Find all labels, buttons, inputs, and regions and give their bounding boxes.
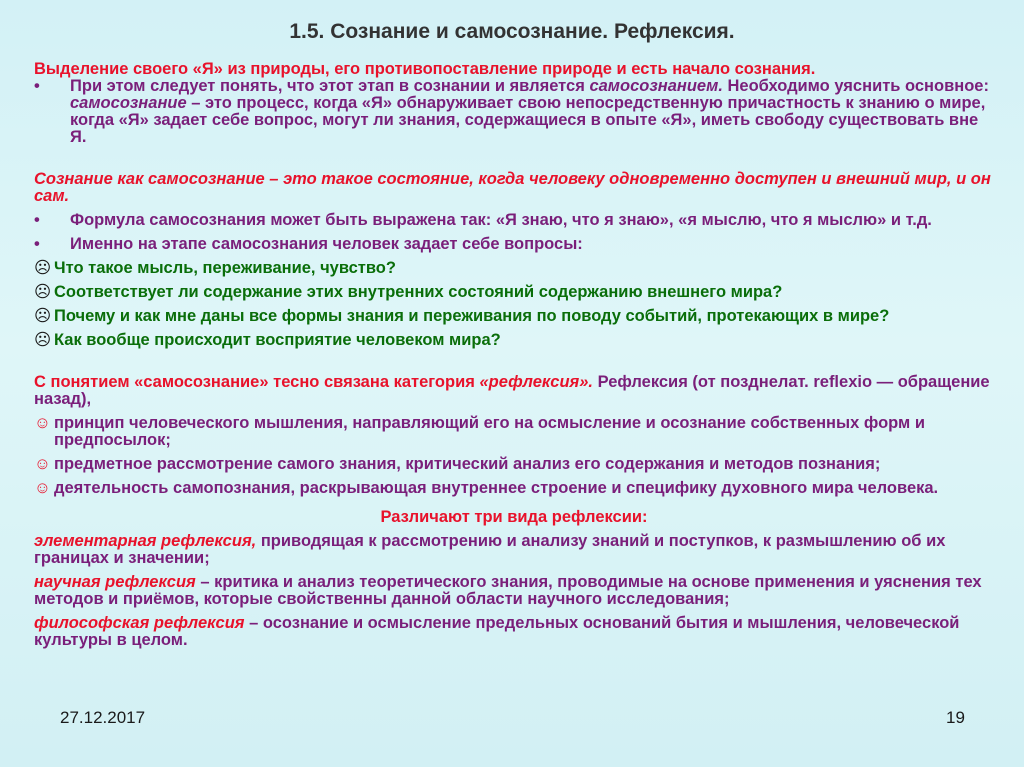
section2-heading: Сознание как самосознание – это такое состояние, когда человеку одновременно доступен и внешний мир, и он сам. (34, 170, 991, 205)
bullet-text (70, 78, 994, 146)
text-run-italic: самосознание (70, 94, 187, 112)
smile-face-icon: ☺ (34, 455, 51, 473)
section4-heading: Различают три вида рефлексии: (380, 508, 648, 526)
question-text: Как вообще происходит восприятие человеком мира? (54, 331, 501, 349)
question-item (34, 260, 994, 277)
question-text: Соответствует ли содержание этих внутренних состояний содержанию внешнего мира? (54, 283, 783, 301)
section1-heading: Выделение своего «Я» из природы, его противопоставление природе и есть начало сознания. (34, 60, 816, 78)
point-text: предметное рассмотрение самого знания, критический анализ его содержания и методов познания; (54, 455, 881, 473)
type-desc: – осознание и осмысление предельных оснований бытия и мышления, человеческой культуры в целом. (34, 614, 960, 649)
text-run-italic: «рефлексия». (479, 373, 594, 391)
bullet-mark: • (34, 235, 40, 253)
question-item (34, 332, 994, 349)
sad-face-icon: ☹ (34, 259, 52, 277)
type-term: элементарная рефлексия, (34, 532, 257, 550)
slide-title: 1.5. Сознание и самосознание. Рефлексия. (289, 20, 735, 43)
sad-face-icon: ☹ (34, 283, 52, 301)
reflexion-point (34, 415, 994, 449)
sad-face-icon: ☹ (34, 331, 52, 349)
text-run: При этом следует понять, что этот этап в сознании и является (70, 77, 590, 95)
section2-bullet-2 (34, 236, 994, 253)
section2-bullet-1 (34, 212, 994, 229)
type-term: научная рефлексия (34, 573, 196, 591)
text-run: С понятием «самосознание» тесно связана категория (34, 373, 480, 391)
bullet-text: Именно на этапе самосознания человек задает себе вопросы: (70, 235, 583, 253)
type-desc: – критика и анализ теоретического знания, проводимые на основе применения и уяснения тех методов и приёмов, которые свойственны данной области научного исследования; (34, 573, 982, 608)
type-term: философская рефлексия (34, 614, 245, 632)
question-item (34, 308, 994, 325)
sad-face-icon: ☹ (34, 307, 52, 325)
bullet-mark: • (34, 77, 40, 95)
footer-date: 27.12.2017 (60, 708, 146, 727)
text-run: – это процесс, когда «Я» обнаруживает свою непосредственную причастность к знанию о мире, когда «Я» задает себе вопрос, могут ли знания, содержащиеся в опыте «Я», иметь свободу существовать вне Я. (70, 94, 986, 146)
text-run: Рефлексия (от позднелат. reflexio — обращение назад), (34, 373, 990, 408)
question-text: Что такое мысль, переживание, чувство? (54, 259, 396, 277)
question-item (34, 284, 994, 301)
reflexion-type (34, 533, 994, 567)
text-run: Необходимо уяснить основное: (722, 77, 989, 95)
reflexion-point (34, 480, 994, 497)
section3-intro (34, 374, 994, 408)
point-text: принцип человеческого мышления, направляющий его на осмысление и осознание собственных форм и предпосылок; (54, 414, 925, 449)
question-text: Почему и как мне даны все формы знания и переживания по поводу событий, протекающих в мире? (54, 307, 890, 325)
reflexion-type (34, 615, 994, 649)
point-text: деятельность самопознания, раскрывающая внутреннее строение и специфику духовного мира человека. (54, 479, 939, 497)
reflexion-point (34, 456, 994, 473)
smile-face-icon: ☺ (34, 479, 51, 497)
slide-content (34, 61, 994, 649)
reflexion-type (34, 574, 994, 608)
text-run-italic: самосознанием. (589, 77, 723, 95)
bullet-mark: • (34, 211, 40, 229)
type-desc: приводящая к рассмотрению и анализу знаний и поступков, к размышлению об их границах и значении; (34, 532, 946, 567)
page-number: 19 (946, 708, 965, 727)
smile-face-icon: ☺ (34, 414, 51, 432)
bullet-text: Формула самосознания может быть выражена так: «Я знаю, что я знаю», «я мыслю, что я мыслю» и т.д. (70, 211, 932, 229)
section1-bullet (34, 78, 994, 146)
